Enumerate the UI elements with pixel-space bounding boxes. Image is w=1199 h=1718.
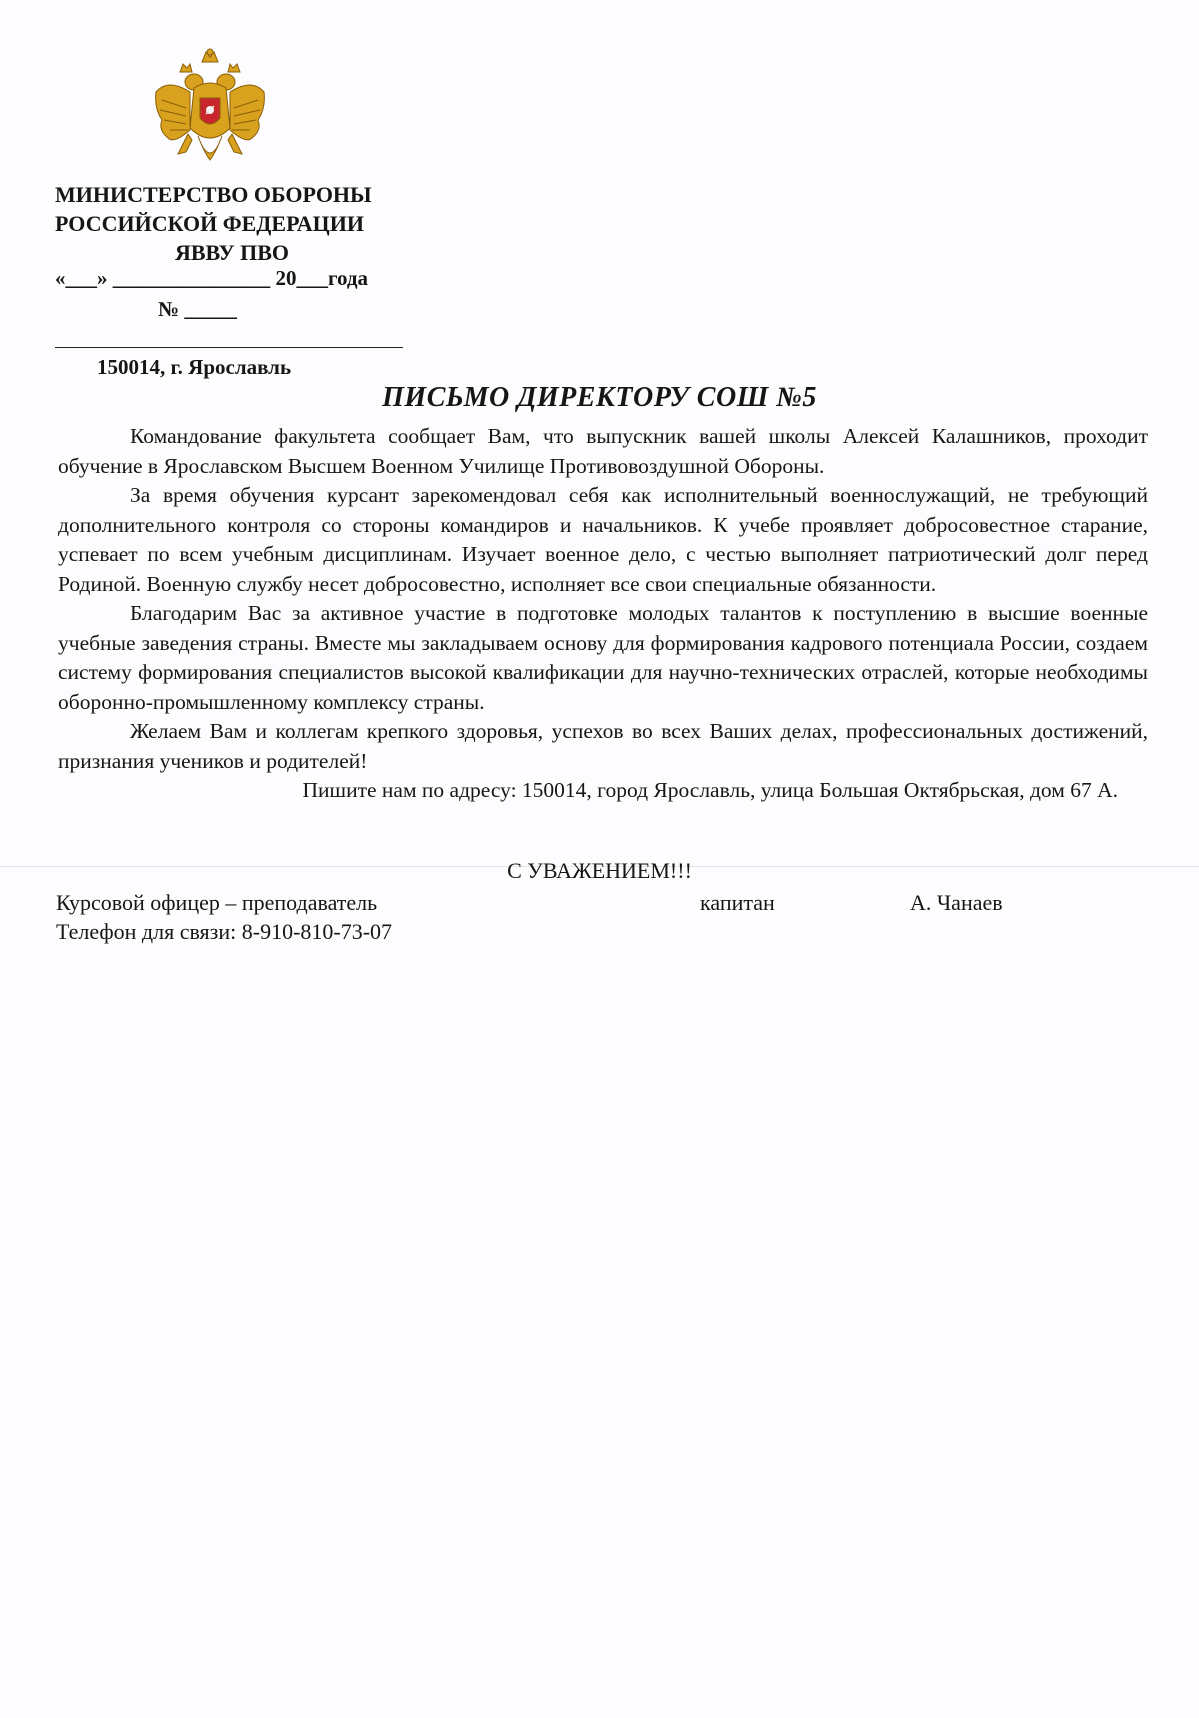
contact-phone: Телефон для связи: 8-910-810-73-07: [56, 919, 393, 944]
signatory-role: Курсовой офицер – преподаватель: [56, 890, 378, 915]
contact-address: Пишите нам по адресу: 150014, город Ярославль, улица Большая Октябрьская, дом 67 А.: [302, 778, 1118, 802]
signatory-name: А. Чанаев: [910, 890, 1003, 915]
date-line: «___» _______________ 20___года: [55, 266, 369, 290]
paragraph: Благодарим Вас за активное участие в подготовке молодых талантов к поступлению в высшие военные учебные заведения страны. Вместе мы закладываем основу для формирования кадрового потенциала России, создаем систему формирования специалистов высокой квалификации для научно-технических отраслей, которые необходимы оборонно-промышленному комплексу страны.: [58, 601, 1148, 714]
number-line: № _____: [158, 297, 237, 321]
organization-name: [55, 180, 395, 267]
paragraph: За время обучения курсант зарекомендовал себя как исполнительный военнослужащий, не требующий дополнительного контроля со стороны командиров и начальников. К учебе проявляет добросовестное старание, успевает по всем учебным дисциплинам. Изучает военное дело, с честью выполняет патриотический долг перед Родиной. Военную службу несет добросовестно, исполняет все свои специальные обязанности.: [58, 483, 1148, 596]
org-line-3: ЯВВУ ПВО: [175, 240, 289, 265]
regards: С УВАЖЕНИЕМ!!!: [507, 858, 692, 883]
city-line: 150014, г. Ярославль: [97, 355, 292, 379]
russian-coat-of-arms-icon: [150, 48, 270, 178]
letter-title: ПИСЬМО ДИРЕКТОРУ СОШ №5: [382, 382, 817, 413]
paragraph: Желаем Вам и коллегам крепкого здоровья, успехов во всех Ваших делах, профессиональных достижений, признания учеников и родителей!: [58, 719, 1148, 773]
paragraph: Командование факультета сообщает Вам, что выпускник вашей школы Алексей Калашников, проходит обучение в Ярославском Высшем Военном Училище Противовоздушной Обороны.: [58, 424, 1148, 478]
letter-body: [58, 422, 1148, 806]
org-line-1: МИНИСТЕРСТВО ОБОРОНЫ: [55, 182, 372, 207]
divider: [55, 347, 403, 348]
org-line-2: РОССИЙСКОЙ ФЕДЕРАЦИИ: [55, 211, 364, 236]
signatory-rank: капитан: [700, 890, 775, 915]
